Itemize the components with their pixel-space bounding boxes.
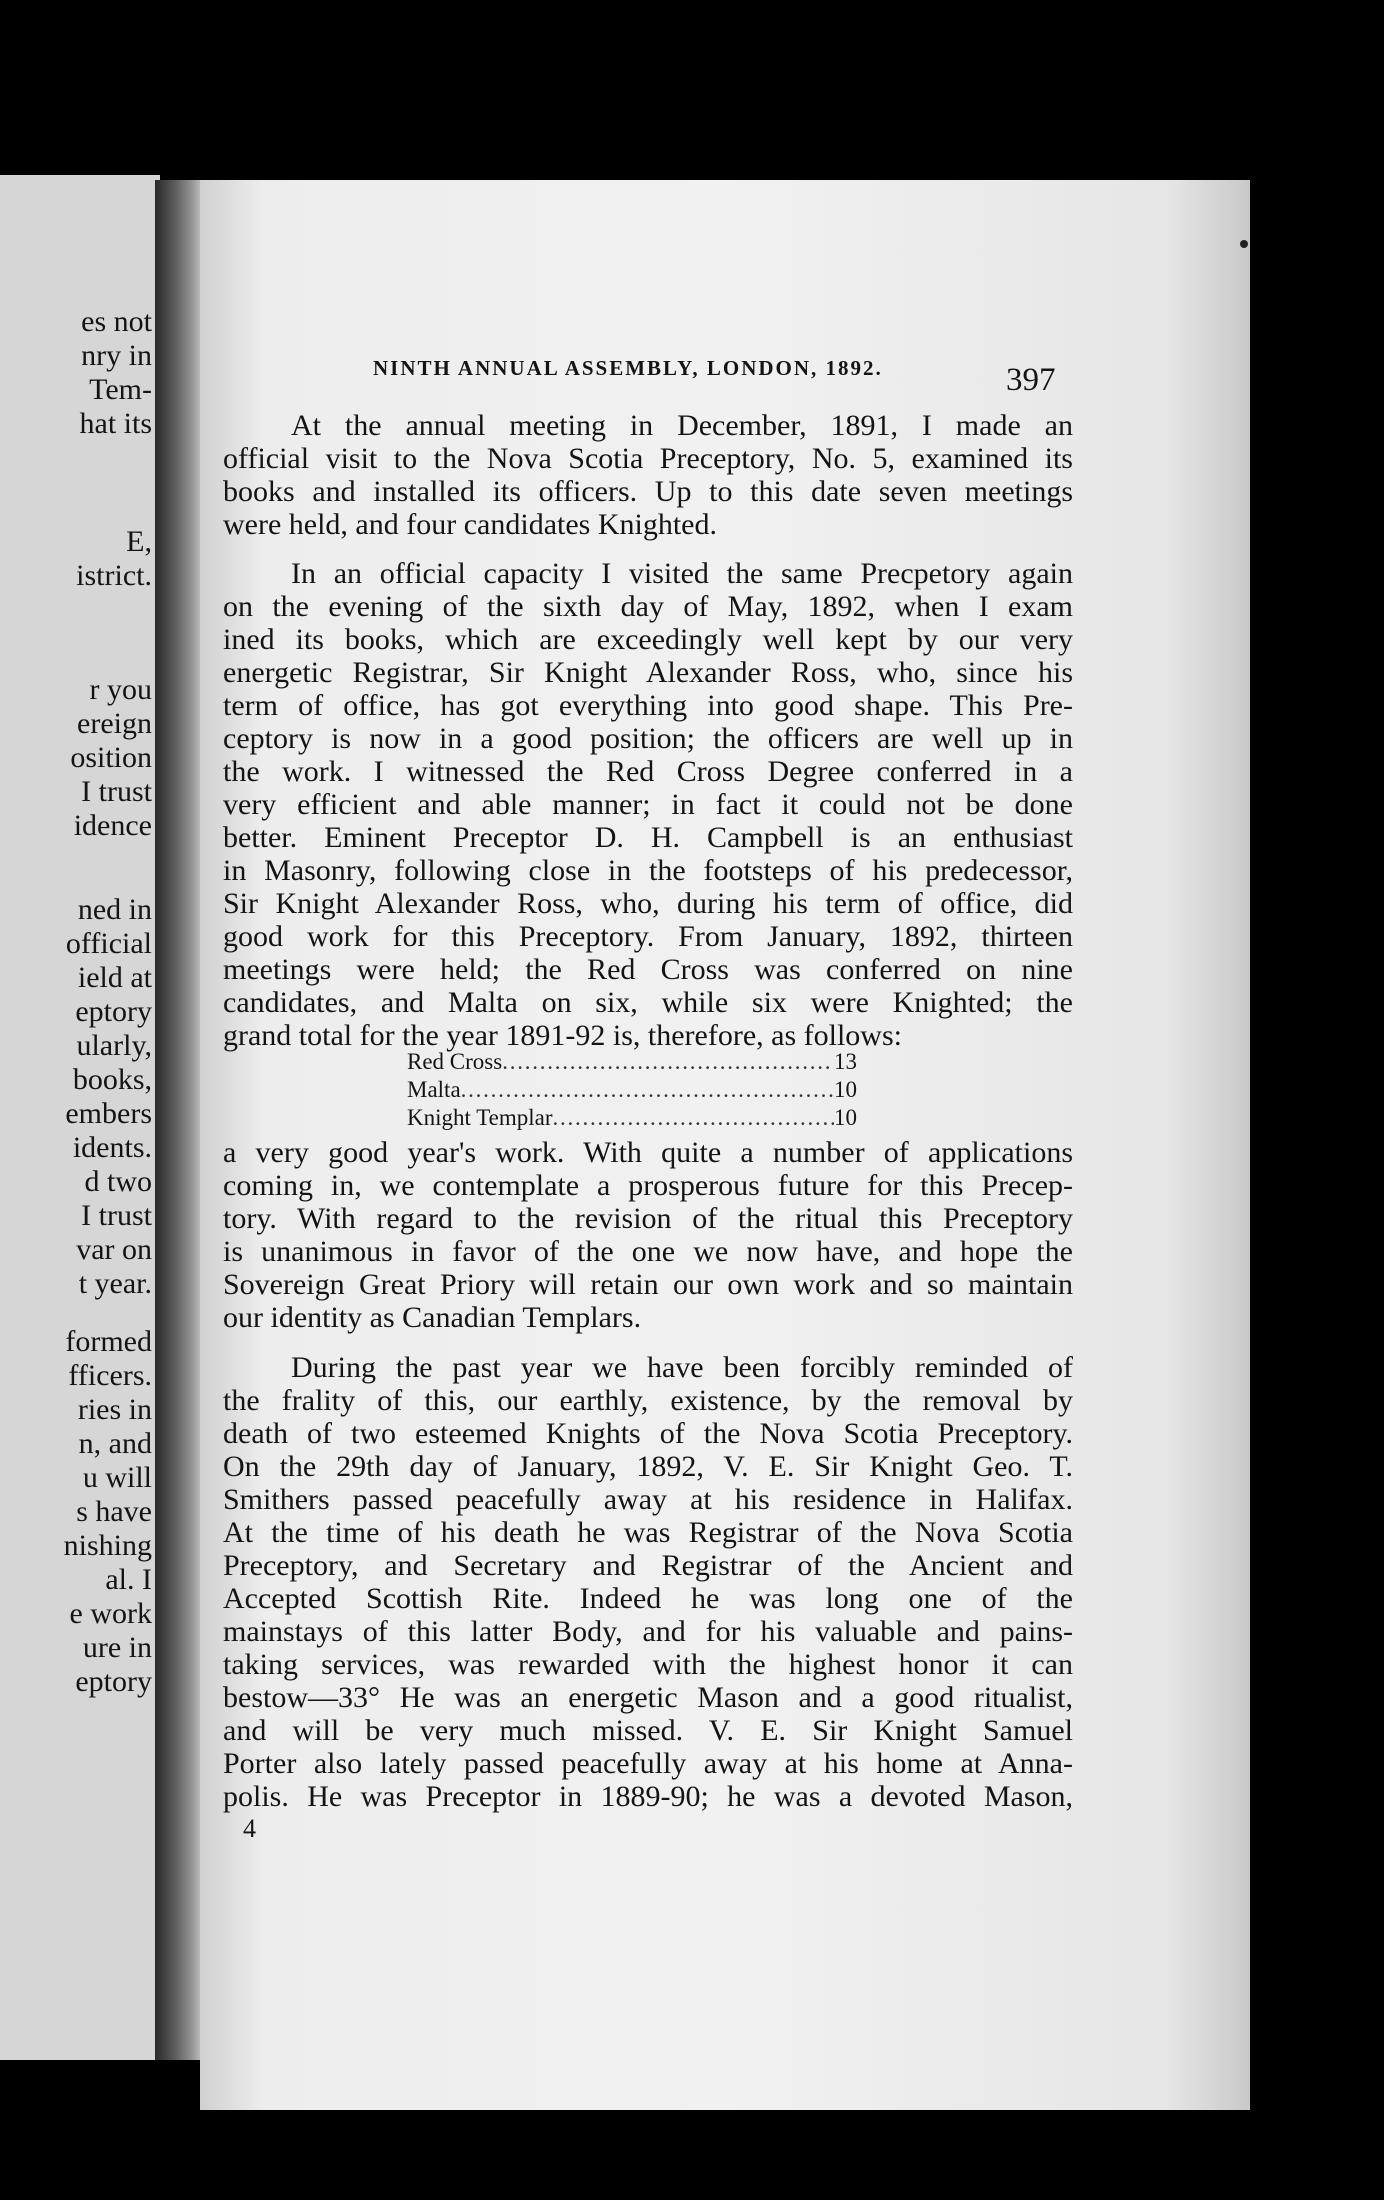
facing-page-line: formed bbox=[65, 1325, 152, 1358]
text-line: ceptory is now in a good position; the officers are well up in bbox=[223, 722, 1073, 755]
tally-label: Malta bbox=[407, 1077, 461, 1102]
text-line: better. Eminent Preceptor D. H. Campbell is an enthusiast bbox=[223, 821, 1073, 854]
text-line: in Masonry, following close in the footsteps of his predecessor, bbox=[223, 854, 1073, 887]
facing-page-line: eptory bbox=[75, 1665, 152, 1698]
facing-page-line: fficers. bbox=[68, 1359, 152, 1392]
book-page bbox=[200, 180, 1250, 2110]
text-line: polis. He was Preceptor in 1889-90; he was a devoted Mason, bbox=[223, 1780, 1073, 1813]
facing-page-line: ure in bbox=[82, 1631, 152, 1664]
text-line: a very good year's work. With quite a number of applications bbox=[223, 1136, 1073, 1169]
paragraph-2-continued bbox=[223, 1136, 1073, 1334]
text-line: the work. I witnessed the Red Cross Degree conferred in a bbox=[223, 755, 1073, 788]
facing-page-line: n, and bbox=[78, 1427, 152, 1460]
leader-dots bbox=[502, 1048, 834, 1076]
degree-tally bbox=[407, 1048, 857, 1132]
text-line: During the past year we have been forcibly reminded of bbox=[291, 1351, 1073, 1384]
facing-page-line: ned in bbox=[77, 893, 152, 926]
tally-label: Knight Templar bbox=[407, 1105, 553, 1130]
paragraph-1 bbox=[223, 409, 1073, 541]
facing-page-line: s have bbox=[76, 1495, 152, 1528]
facing-page-line: ield at bbox=[77, 961, 152, 994]
text-line: is unanimous in favor of the one we now have, and hope the bbox=[223, 1235, 1073, 1268]
tally-value: 10 bbox=[834, 1105, 857, 1130]
tally-row bbox=[407, 1048, 857, 1076]
text-line: bestow—33° He was an energetic Mason and a good ritualist, bbox=[223, 1681, 1073, 1714]
scan-speck bbox=[1240, 240, 1248, 248]
facing-page-line: I trust bbox=[81, 1199, 152, 1232]
facing-page-line: var on bbox=[76, 1233, 152, 1266]
facing-page-line: ries in bbox=[77, 1393, 152, 1426]
facing-page-line: idence bbox=[73, 809, 152, 842]
facing-page-line: es not bbox=[81, 305, 152, 338]
facing-page-line: eptory bbox=[75, 995, 152, 1028]
facing-page-line: hat its bbox=[79, 407, 152, 440]
facing-page-line: u will bbox=[82, 1461, 152, 1494]
text-line: energetic Registrar, Sir Knight Alexander Ross, who, since his bbox=[223, 656, 1073, 689]
text-line: On the 29th day of January, 1892, V. E. Sir Knight Geo. T. bbox=[223, 1450, 1073, 1483]
text-line: books and installed its officers. Up to this date seven meetings bbox=[223, 475, 1073, 508]
tally-label: Red Cross bbox=[407, 1049, 503, 1074]
text-line: the frality of this, our earthly, existence, by the removal by bbox=[223, 1384, 1073, 1417]
text-line: Preceptory, and Secretary and Registrar of the Ancient and bbox=[223, 1549, 1073, 1582]
facing-page-line: I trust bbox=[81, 775, 152, 808]
facing-page-line: Tem- bbox=[89, 373, 152, 406]
text-line: death of two esteemed Knights of the Nova Scotia Preceptory. bbox=[223, 1417, 1073, 1450]
binding-gutter bbox=[155, 180, 203, 2060]
facing-page-line: official bbox=[65, 927, 152, 960]
facing-page-line: ularly, bbox=[76, 1029, 152, 1062]
tally-value: 13 bbox=[834, 1049, 857, 1074]
facing-page-line: nishing bbox=[63, 1529, 152, 1562]
facing-page-line: embers bbox=[65, 1097, 152, 1130]
text-line: tory. With regard to the revision of the ritual this Preceptory bbox=[223, 1202, 1073, 1235]
text-line: ined its books, which are exceedingly well kept by our very bbox=[223, 623, 1073, 656]
text-line: our identity as Canadian Templars. bbox=[223, 1301, 642, 1334]
paragraph-3 bbox=[223, 1351, 1073, 1813]
text-line: candidates, and Malta on six, while six were Knighted; the bbox=[223, 986, 1073, 1019]
facing-page-line: r you bbox=[89, 673, 152, 706]
text-line: Smithers passed peacefully away at his residence in Halifax. bbox=[223, 1483, 1073, 1516]
facing-page-line: nry in bbox=[81, 339, 152, 372]
text-line: coming in, we contemplate a prosperous future for this Precep- bbox=[223, 1169, 1073, 1202]
facing-page-line: t year. bbox=[78, 1267, 152, 1300]
facing-page-line: e work bbox=[69, 1597, 152, 1630]
text-line: Sir Knight Alexander Ross, who, during his term of office, did bbox=[223, 887, 1073, 920]
text-line: were held, and four candidates Knighted. bbox=[223, 508, 717, 541]
tally-value: 10 bbox=[834, 1077, 857, 1102]
facing-page-line: ereign bbox=[77, 707, 152, 740]
signature-mark: 4 bbox=[243, 1814, 256, 1843]
text-line: very efficient and able manner; in fact it could not be done bbox=[223, 788, 1073, 821]
text-line: Accepted Scottish Rite. Indeed he was long one of the bbox=[223, 1582, 1073, 1615]
leader-dots bbox=[461, 1076, 834, 1104]
text-line: taking services, was rewarded with the highest honor it can bbox=[223, 1648, 1073, 1681]
text-line: official visit to the Nova Scotia Preceptory, No. 5, examined its bbox=[223, 442, 1073, 475]
paragraph-2 bbox=[223, 557, 1073, 1052]
facing-page-line: d two bbox=[84, 1165, 152, 1198]
text-line: mainstays of this latter Body, and for his valuable and pains- bbox=[223, 1615, 1073, 1648]
text-line: meetings were held; the Red Cross was conferred on nine bbox=[223, 953, 1073, 986]
text-line: Sovereign Great Priory will retain our own work and so maintain bbox=[223, 1268, 1073, 1301]
running-head: NINTH ANNUAL ASSEMBLY, LONDON, 1892. bbox=[373, 356, 883, 380]
text-line: At the annual meeting in December, 1891, I made an bbox=[291, 409, 1073, 442]
text-line: grand total for the year 1891-92 is, therefore, as follows: bbox=[223, 1019, 902, 1052]
tally-row bbox=[407, 1104, 857, 1132]
facing-page-line: E, bbox=[126, 525, 152, 558]
text-line: on the evening of the sixth day of May, 1892, when I exam bbox=[223, 590, 1073, 623]
facing-page-line: idents. bbox=[72, 1131, 152, 1164]
facing-page-line: osition bbox=[70, 741, 152, 774]
facing-page-fragment bbox=[0, 175, 160, 2060]
text-line: At the time of his death he was Registrar of the Nova Scotia bbox=[223, 1516, 1073, 1549]
facing-page-line: istrict. bbox=[76, 559, 152, 592]
tally-row bbox=[407, 1076, 857, 1104]
text-line: term of office, has got everything into good shape. This Pre- bbox=[223, 689, 1073, 722]
leader-dots bbox=[553, 1104, 834, 1132]
facing-page-line: books, bbox=[72, 1063, 152, 1096]
text-line: In an official capacity I visited the same Precpetory again bbox=[291, 557, 1073, 590]
text-line: Porter also lately passed peacefully away at his home at Anna- bbox=[223, 1747, 1073, 1780]
text-line: and will be very much missed. V. E. Sir Knight Samuel bbox=[223, 1714, 1073, 1747]
facing-page-line: al. I bbox=[105, 1563, 152, 1596]
page-number: 397 bbox=[1006, 362, 1056, 398]
text-line: good work for this Preceptory. From January, 1892, thirteen bbox=[223, 920, 1073, 953]
